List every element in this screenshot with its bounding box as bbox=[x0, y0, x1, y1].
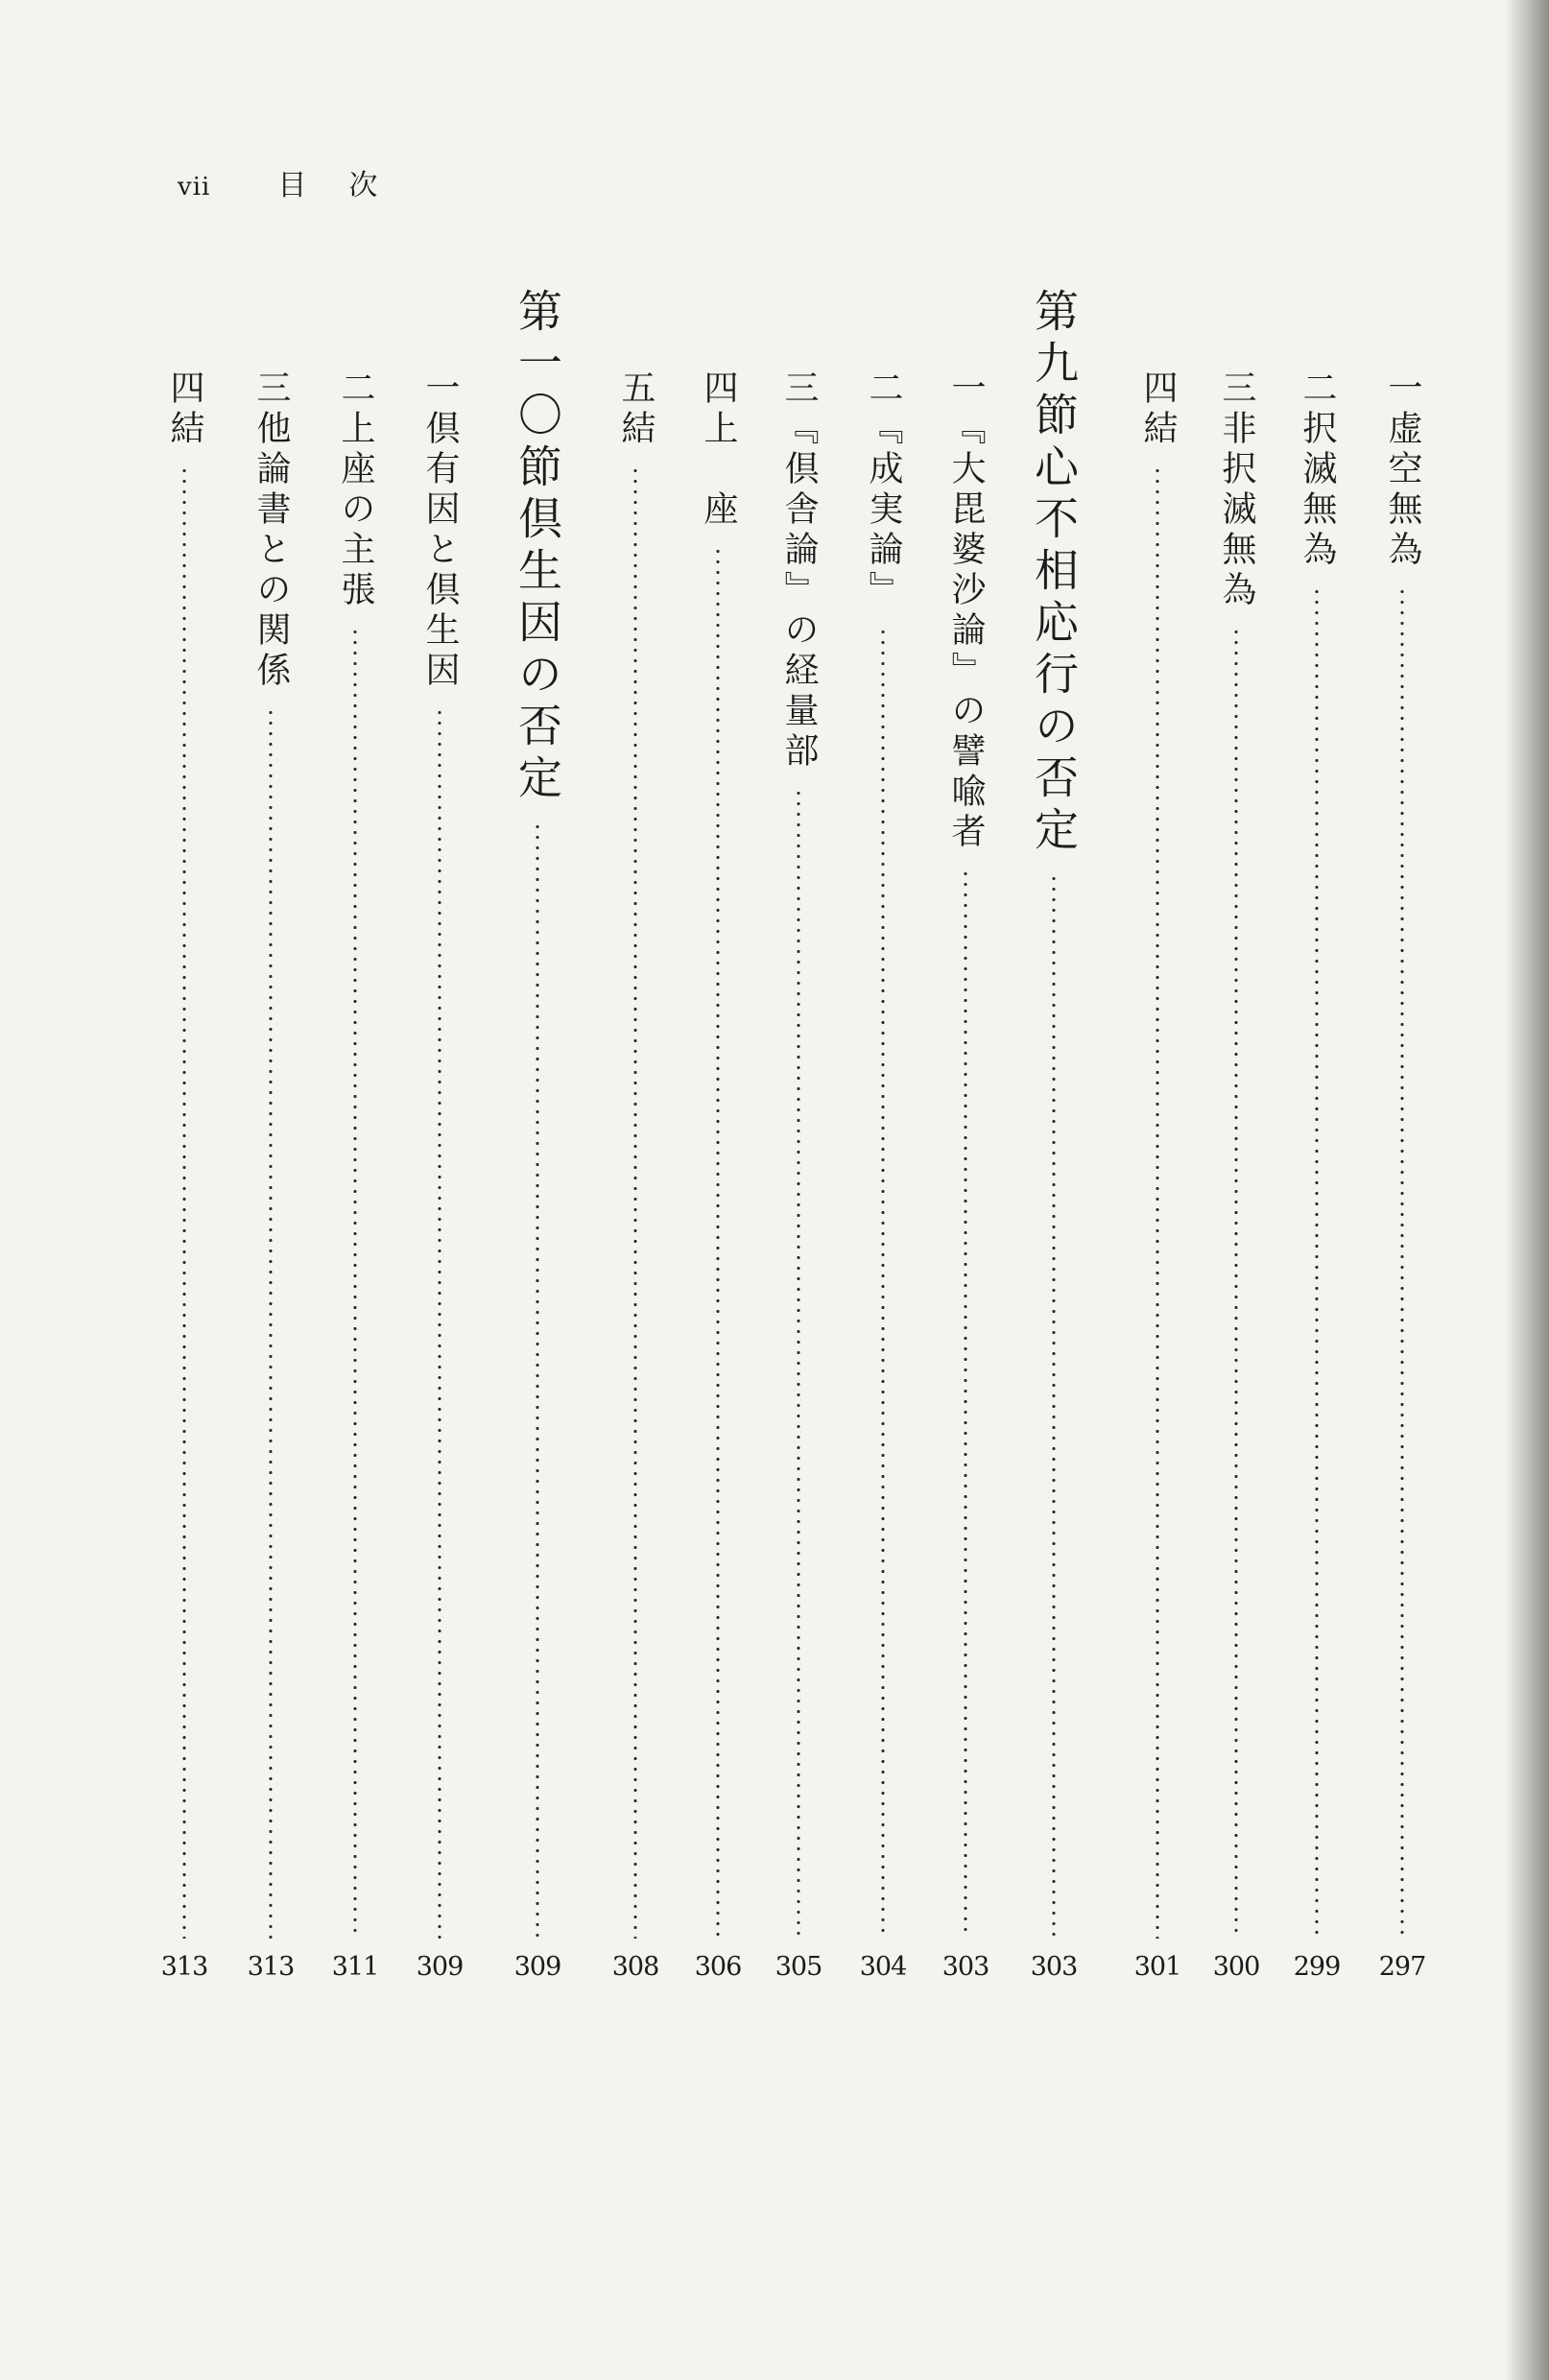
entry-page: 304 bbox=[859, 1952, 907, 1982]
toc-section-entry[interactable] bbox=[512, 288, 562, 1982]
entry-number: 四 bbox=[699, 369, 738, 410]
entry-page: 299 bbox=[1293, 1952, 1341, 1982]
entry-number: 二 bbox=[336, 369, 375, 410]
dot-leader bbox=[437, 707, 442, 1939]
section-title: 心不相応行の否定 bbox=[1028, 443, 1080, 858]
entry-page: 306 bbox=[694, 1952, 742, 1982]
dot-leader bbox=[1399, 586, 1405, 1939]
entry-head bbox=[618, 369, 653, 450]
entry-title: 『成実論』 bbox=[864, 410, 903, 611]
entry-title: 結 bbox=[1138, 410, 1178, 450]
entry-title: 虚空無為 bbox=[1383, 410, 1422, 571]
entry-page: 313 bbox=[160, 1952, 208, 1982]
entry-number: 三 bbox=[779, 369, 819, 410]
entry-number: 二 bbox=[1298, 369, 1337, 410]
entry-number: 四 bbox=[1138, 369, 1178, 410]
entry-head bbox=[1138, 369, 1178, 450]
dot-leader bbox=[880, 627, 886, 1939]
toc-entry[interactable] bbox=[1132, 369, 1182, 1982]
entry-number: 五 bbox=[616, 369, 655, 410]
entry-number: 三 bbox=[251, 369, 291, 410]
entry-page: 313 bbox=[247, 1952, 295, 1982]
entry-page: 309 bbox=[513, 1952, 561, 1982]
dot-leader bbox=[1314, 586, 1320, 1939]
entry-number: 二 bbox=[864, 369, 903, 410]
entry-title: 非択滅無為 bbox=[1217, 410, 1256, 611]
section-head bbox=[1028, 288, 1080, 858]
entry-page: 297 bbox=[1378, 1952, 1426, 1982]
toc-entry[interactable] bbox=[330, 369, 380, 1982]
toc-entry[interactable] bbox=[610, 369, 660, 1982]
toc-entry[interactable] bbox=[774, 369, 823, 1982]
toc-entry[interactable] bbox=[693, 369, 743, 1982]
entry-title: 『倶舎論』の経量部 bbox=[779, 410, 819, 773]
toc-entry[interactable] bbox=[858, 369, 908, 1982]
entry-number: 三 bbox=[1217, 369, 1256, 410]
entry-head bbox=[251, 369, 291, 692]
entry-title: 上 座 bbox=[699, 410, 738, 531]
entry-page: 300 bbox=[1212, 1952, 1260, 1982]
entry-head bbox=[779, 369, 819, 773]
section-head bbox=[512, 288, 563, 806]
toc-entry[interactable] bbox=[159, 369, 209, 1982]
dot-leader bbox=[1155, 465, 1160, 1939]
section-number: 第九節 bbox=[1028, 288, 1080, 443]
entry-head bbox=[167, 369, 202, 450]
dot-leader bbox=[352, 627, 358, 1939]
entry-head bbox=[946, 369, 986, 853]
entry-number: 一 bbox=[946, 369, 986, 410]
entry-page: 305 bbox=[774, 1952, 822, 1982]
entry-page: 303 bbox=[1030, 1952, 1078, 1982]
section-number: 第一〇節 bbox=[512, 288, 563, 495]
entry-page: 308 bbox=[611, 1952, 659, 1982]
toc-entry[interactable] bbox=[246, 369, 296, 1982]
entry-title: 結 bbox=[616, 410, 655, 450]
binding-shadow bbox=[1505, 0, 1549, 2380]
header-page-number: vii bbox=[178, 173, 211, 202]
toc-entry[interactable] bbox=[1377, 369, 1427, 1982]
entry-page: 311 bbox=[331, 1952, 379, 1982]
entry-title: 結 bbox=[165, 410, 204, 450]
running-header bbox=[178, 161, 419, 203]
entry-title: 倶有因と倶生因 bbox=[420, 410, 460, 692]
entry-head bbox=[1383, 369, 1422, 571]
toc-entry[interactable] bbox=[941, 369, 990, 1982]
entry-page: 309 bbox=[416, 1952, 464, 1982]
header-title: 目次 bbox=[277, 169, 420, 202]
dot-leader bbox=[535, 821, 540, 1939]
dot-leader bbox=[632, 465, 638, 1939]
entry-head bbox=[420, 369, 460, 692]
entry-number: 一 bbox=[1383, 369, 1422, 410]
dot-leader bbox=[1051, 873, 1057, 1939]
entry-number: 一 bbox=[420, 369, 460, 410]
entry-page: 301 bbox=[1133, 1952, 1181, 1982]
entry-head bbox=[699, 369, 738, 531]
dot-leader bbox=[268, 707, 274, 1939]
entry-title: 『大毘婆沙論』の譬喩者 bbox=[946, 410, 986, 853]
entry-title: 上座の主張 bbox=[336, 410, 375, 611]
dot-leader bbox=[796, 788, 801, 1939]
section-title: 倶生因の否定 bbox=[512, 495, 563, 806]
toc-entry[interactable] bbox=[1211, 369, 1261, 1982]
entry-head bbox=[1217, 369, 1256, 611]
entry-head bbox=[336, 369, 375, 611]
dot-leader bbox=[963, 869, 968, 1939]
entry-number: 四 bbox=[165, 369, 204, 410]
toc-section-entry[interactable] bbox=[1029, 288, 1079, 1982]
entry-head bbox=[864, 369, 903, 611]
entry-page: 303 bbox=[941, 1952, 989, 1982]
dot-leader bbox=[181, 465, 187, 1939]
toc-entry[interactable] bbox=[415, 369, 465, 1982]
dot-leader bbox=[1233, 627, 1239, 1939]
entry-head bbox=[1298, 369, 1337, 571]
entry-title: 他論書との関係 bbox=[251, 410, 291, 692]
toc-entry[interactable] bbox=[1292, 369, 1342, 1982]
entry-title: 択滅無為 bbox=[1298, 410, 1337, 571]
dot-leader bbox=[715, 546, 721, 1939]
